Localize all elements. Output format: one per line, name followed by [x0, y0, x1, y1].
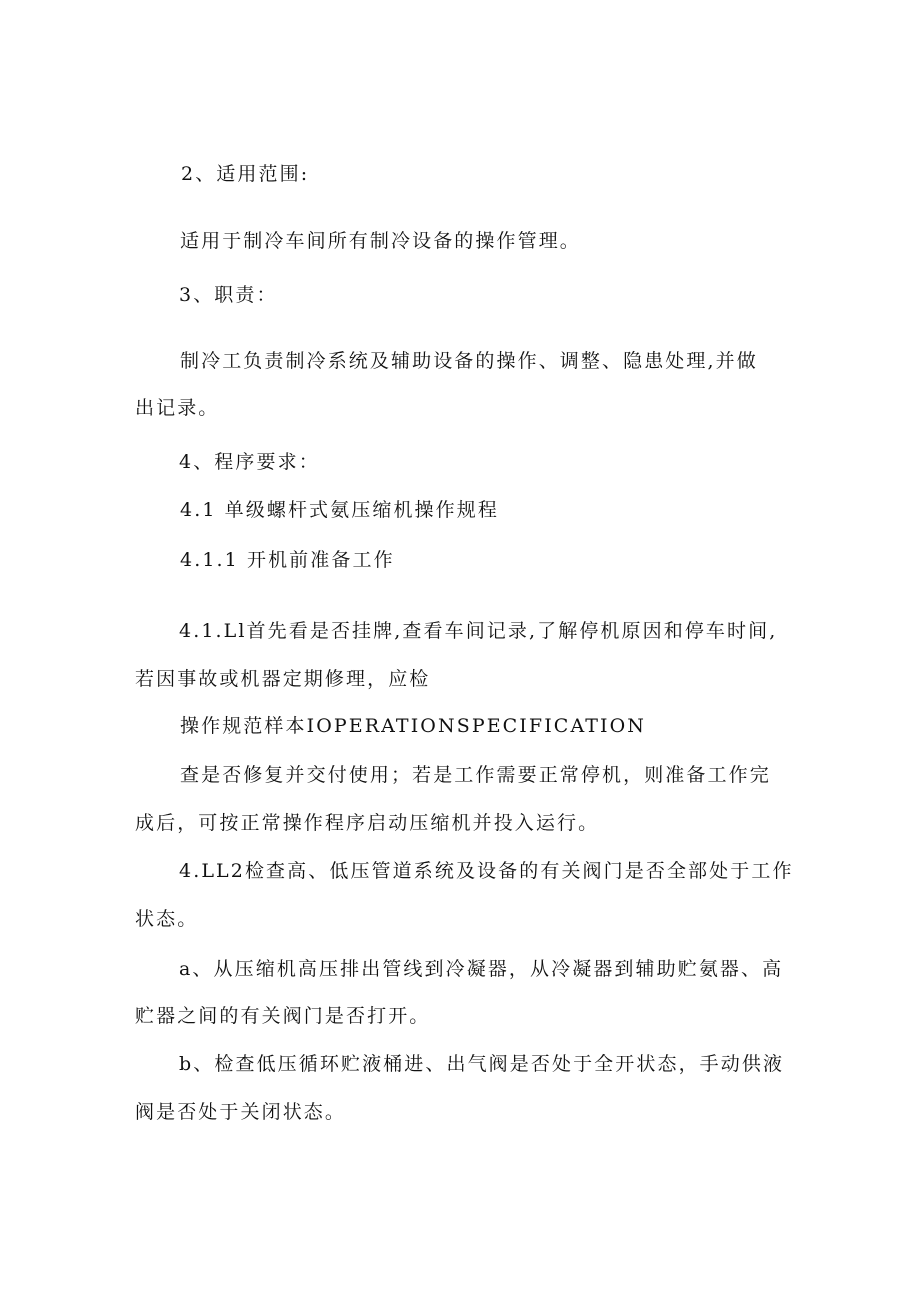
paragraph-continued-line-2: 成后，可按正常操作程序启动压缩机并投入运行。 — [135, 812, 600, 834]
item-a-line-2: 贮器之间的有关阀门是否打开。 — [135, 1005, 431, 1027]
paragraph-4-1-1-2-line-1: 4.LL2检查高、低压管道系统及设备的有关阀门是否全部处于工作 — [179, 860, 794, 882]
paragraph-continued-line-1: 查是否修复并交付使用；若是工作需要正常停机，则准备工作完 — [180, 764, 771, 786]
item-b-line-2: 阀是否处于关闭状态。 — [135, 1101, 347, 1123]
item-b-line-1: b、检查低压循环贮液桶进、出气阀是否处于全开状态，手动供液 — [179, 1053, 785, 1075]
item-a-line-1: a、从压缩机高压排出管线到冷凝器，从冷凝器到辅助贮氨器、高 — [179, 958, 784, 980]
paragraph-duties-line-1: 制冷工负责制冷系统及辅助设备的操作、调整、隐患处理,并做 — [180, 350, 758, 372]
section-heading-duties: 3、职责： — [179, 284, 278, 306]
section-heading-scope: 2、适用范围: — [181, 163, 310, 185]
paragraph-4-1-1-2-line-2: 状态。 — [135, 908, 199, 930]
paragraph-4-1-1-1-line-2: 若因事故或机器定期修理，应检 — [135, 668, 431, 690]
subsection-heading-4-1: 4.1 单级螺杆式氨压缩机操作规程 — [180, 499, 499, 521]
paragraph-scope: 适用于制冷车间所有制冷设备的操作管理。 — [180, 230, 581, 252]
running-header-text: 操作规范样本IOPERATIONSPECIFICATION — [180, 715, 647, 737]
section-heading-procedure: 4、程序要求： — [179, 451, 320, 473]
subsection-heading-4-1-1: 4.1.1 开机前准备工作 — [180, 549, 395, 571]
paragraph-duties-line-2: 出记录。 — [135, 397, 220, 419]
paragraph-4-1-1-1-line-1: 4.1.Ll首先看是否挂牌,查看车间记录,了解停机原因和停车时间, — [179, 620, 778, 642]
